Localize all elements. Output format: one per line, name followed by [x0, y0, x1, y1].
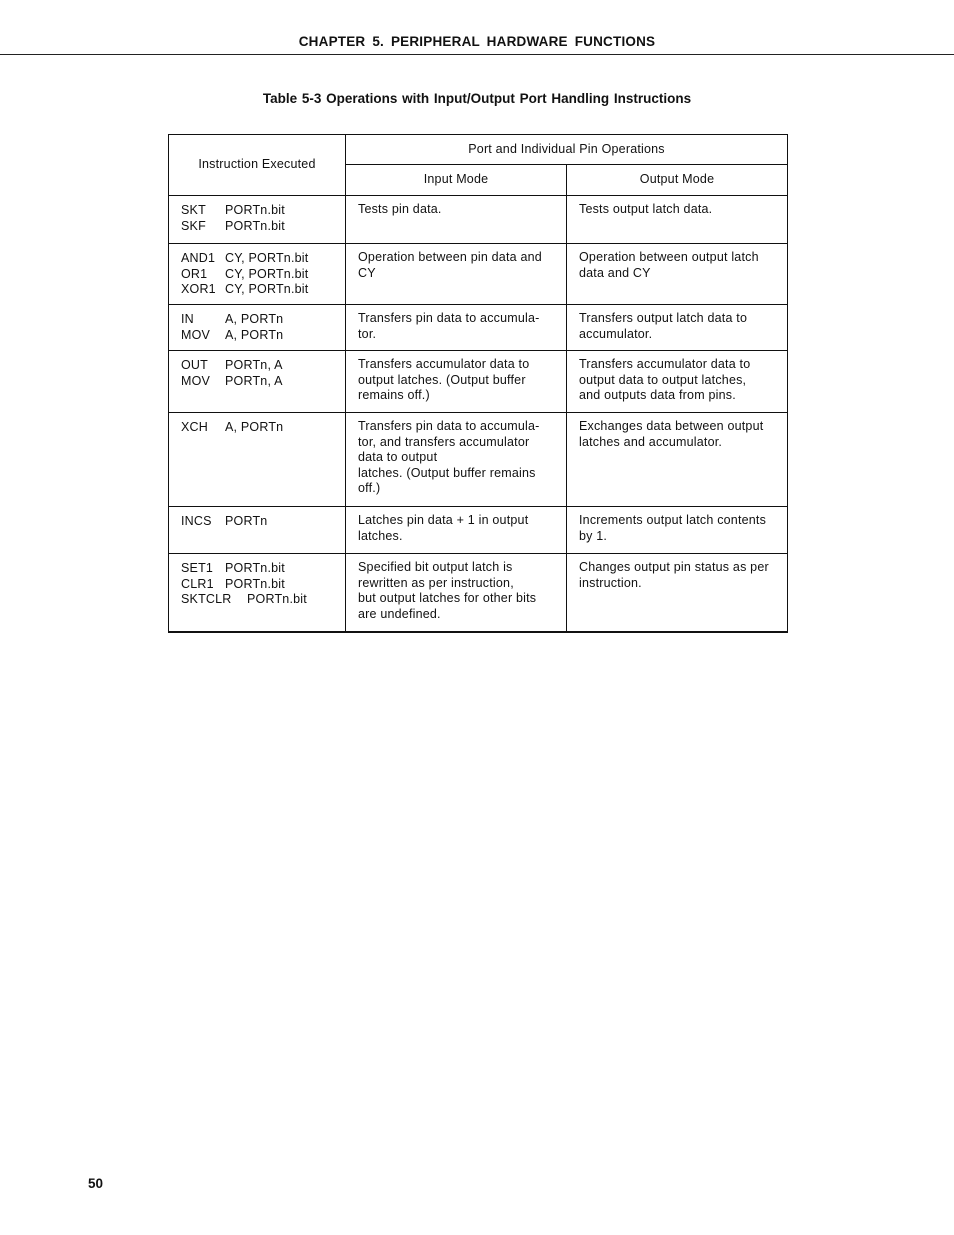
description-line: Latches pin data + 1 in output [358, 513, 529, 527]
instruction-operand: A, PORTn [225, 420, 284, 434]
input-mode-cell [346, 244, 567, 305]
instruction-mnemonic: AND1 [181, 251, 216, 265]
instruction-operand: CY, PORTn.bit [225, 266, 309, 281]
instruction-cell [169, 554, 346, 632]
output-mode-cell [567, 244, 788, 305]
description-line: output latches. (Output buffer [358, 372, 526, 387]
description-line: Exchanges data between output [579, 419, 764, 433]
instruction-cell [169, 244, 346, 305]
description-line: instruction. [579, 575, 642, 590]
output-mode-cell [567, 507, 788, 554]
instruction-mnemonic: INCS [181, 514, 212, 528]
output-mode-cell [567, 196, 788, 244]
description-line: off.) [358, 481, 381, 496]
description-line: CY [358, 265, 376, 280]
instruction-operand: PORTn.bit [225, 218, 285, 233]
instruction-operand: CY, PORTn.bit [225, 282, 309, 297]
table-row [169, 507, 788, 554]
input-mode-cell [346, 196, 567, 244]
header-divider [0, 54, 954, 55]
instruction-operand: PORTn.bit [247, 592, 307, 607]
description-line: rewritten as per instruction, [358, 575, 514, 590]
description-line: data to output [358, 450, 438, 465]
description-line: remains off.) [358, 388, 430, 403]
instruction-mnemonic: MOV [181, 327, 211, 342]
instruction-line [181, 420, 341, 436]
instruction-line [181, 577, 341, 593]
description-line: are undefined. [358, 606, 441, 621]
description-line: accumulator. [579, 326, 653, 341]
chapter-header: CHAPTER 5. PERIPHERAL HARDWARE FUNCTIONS [298, 34, 656, 49]
description-line: Specified bit output latch is [358, 560, 513, 574]
instruction-line [181, 514, 341, 530]
instruction-line [181, 561, 341, 577]
instruction-line [181, 267, 341, 283]
description-line: but output latches for other bits [358, 591, 537, 606]
instruction-line [181, 251, 341, 267]
instruction-mnemonic: XCH [181, 420, 208, 434]
instruction-cell [169, 413, 346, 507]
description-line: and outputs data from pins. [579, 388, 736, 403]
instruction-line [181, 312, 341, 328]
output-mode-cell [567, 554, 788, 632]
output-mode-cell [567, 351, 788, 413]
instruction-operand: PORTn.bit [225, 576, 285, 591]
description-line: latches. [358, 528, 403, 543]
instruction-operand: PORTn, A [225, 373, 283, 388]
instruction-operand: CY, PORTn.bit [225, 251, 309, 265]
table-title: Table 5-3 Operations with Input/Output Port Handling Instructions [262, 91, 692, 106]
instruction-line [181, 219, 341, 235]
instruction-line [181, 592, 341, 608]
instruction-operand: PORTn.bit [225, 561, 285, 575]
output-mode-cell [567, 413, 788, 507]
instruction-operand: PORTn.bit [225, 203, 285, 217]
description-line: Transfers accumulator data to [358, 357, 530, 371]
instruction-mnemonic: SKF [181, 218, 206, 233]
description-line: Tests output latch data. [579, 202, 713, 216]
instruction-cell [169, 351, 346, 413]
description-line: Transfers output latch data to [579, 311, 748, 325]
table-row [169, 305, 788, 351]
description-line: latches. (Output buffer remains [358, 465, 536, 480]
table-row [169, 413, 788, 507]
instruction-line [181, 203, 341, 219]
instruction-operand: PORTn, A [225, 358, 283, 372]
instruction-mnemonic: OUT [181, 358, 208, 372]
instruction-mnemonic: XOR1 [181, 282, 216, 297]
table-row [169, 196, 788, 244]
instruction-column-header: Instruction Executed [169, 135, 346, 196]
instruction-mnemonic: MOV [181, 373, 211, 388]
description-line: Increments output latch contents [579, 513, 767, 527]
description-line: Tests pin data. [358, 202, 442, 216]
description-line: tor. [358, 326, 377, 341]
output-mode-column-header: Output Mode [567, 165, 788, 196]
instruction-mnemonic: OR1 [181, 266, 208, 281]
description-line: Transfers pin data to accumula- [358, 311, 540, 325]
input-mode-cell [346, 413, 567, 507]
instruction-mnemonic: CLR1 [181, 576, 214, 591]
table-row [169, 554, 788, 632]
instruction-cell [169, 507, 346, 554]
instruction-cell [169, 305, 346, 351]
table-row [169, 244, 788, 305]
instruction-line [181, 328, 341, 344]
description-line: Transfers pin data to accumula- [358, 419, 540, 433]
input-mode-column-header: Input Mode [346, 165, 567, 196]
description-line: output data to output latches, [579, 372, 747, 387]
instruction-line [181, 358, 341, 374]
input-mode-cell [346, 351, 567, 413]
instruction-operand: A, PORTn [225, 312, 284, 326]
description-line: Operation between pin data and [358, 250, 542, 264]
instruction-line [181, 374, 341, 390]
instruction-operand: A, PORTn [225, 327, 284, 342]
description-line: data and CY [579, 265, 651, 280]
instruction-cell [169, 196, 346, 244]
instruction-mnemonic: SKTCLR [181, 592, 232, 607]
description-line: tor, and transfers accumulator [358, 434, 530, 449]
port-operations-table [168, 134, 788, 633]
table-header-row [169, 135, 788, 165]
instruction-mnemonic: SET1 [181, 561, 214, 575]
instruction-line [181, 282, 341, 298]
page-number: 50 [88, 1176, 104, 1191]
description-line: Changes output pin status as per [579, 560, 769, 574]
instruction-mnemonic: IN [181, 312, 194, 326]
description-line: latches and accumulator. [579, 434, 723, 449]
table-row [169, 351, 788, 413]
input-mode-cell [346, 507, 567, 554]
pin-operations-group-header: Port and Individual Pin Operations [346, 135, 788, 165]
description-line: Operation between output latch [579, 250, 759, 264]
description-line: by 1. [579, 528, 608, 543]
input-mode-cell [346, 554, 567, 632]
input-mode-cell [346, 305, 567, 351]
output-mode-cell [567, 305, 788, 351]
instruction-operand: PORTn [225, 514, 268, 528]
description-line: Transfers accumulator data to [579, 357, 751, 371]
instruction-mnemonic: SKT [181, 203, 206, 217]
